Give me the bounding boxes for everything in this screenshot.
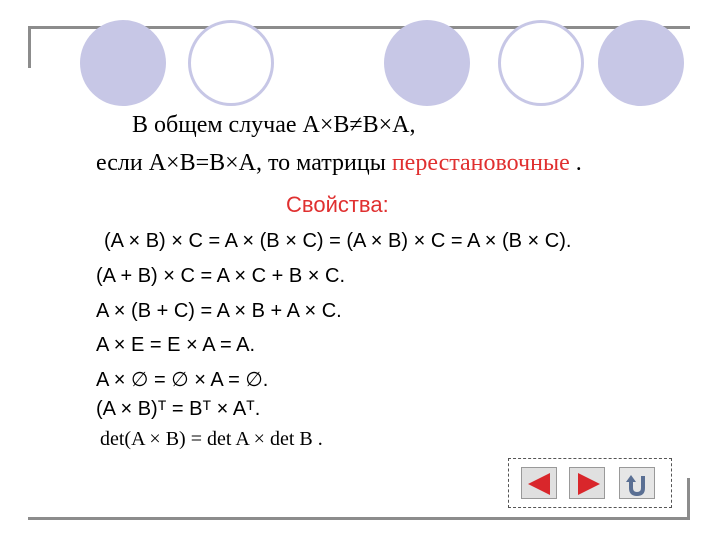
permutable-highlight: перестановочные [391, 150, 570, 176]
previous-slide-button[interactable] [521, 467, 557, 499]
decor-circle-1 [80, 20, 166, 106]
decor-circle-5 [598, 20, 684, 106]
decor-circle-3 [384, 20, 470, 106]
formula-left-distributive: A × (B + C) = A × B + A × C. [96, 300, 342, 322]
frame-right-line [687, 478, 690, 520]
formula-right-distributive: (A + B) × C = A × C + B × C. [96, 265, 346, 287]
formula-determinant: det(A × B) = det A × det B . [100, 428, 323, 450]
return-button[interactable] [619, 467, 655, 499]
next-slide-button[interactable] [569, 467, 605, 499]
formula-zero: A × ∅ = ∅ × A = ∅. [96, 369, 269, 391]
intro-line: В общем случае A×B≠B×A, [132, 112, 416, 138]
return-arrow-icon [620, 468, 656, 500]
decor-circle-2 [188, 20, 274, 106]
formula-associativity: (A × B) × C = A × (B × C) = (A × B) × C = A × (B × C). [104, 230, 572, 252]
permutable-prefix: если A×B=B×A, то матрицы [96, 150, 392, 176]
navigation-panel [508, 458, 672, 508]
formula-identity: A × E = E × A = A. [96, 334, 256, 356]
decor-circle-4 [498, 20, 584, 106]
formula-transpose: (A × B)ᵀ = Bᵀ × Aᵀ. [96, 398, 261, 420]
right-arrow-icon [570, 468, 606, 500]
permutable-line [96, 150, 582, 177]
properties-heading: Свойства: [286, 192, 389, 217]
frame-left-line [28, 26, 31, 68]
frame-bottom-line [28, 517, 690, 520]
left-arrow-icon [522, 468, 558, 500]
permutable-suffix: . [569, 150, 582, 176]
